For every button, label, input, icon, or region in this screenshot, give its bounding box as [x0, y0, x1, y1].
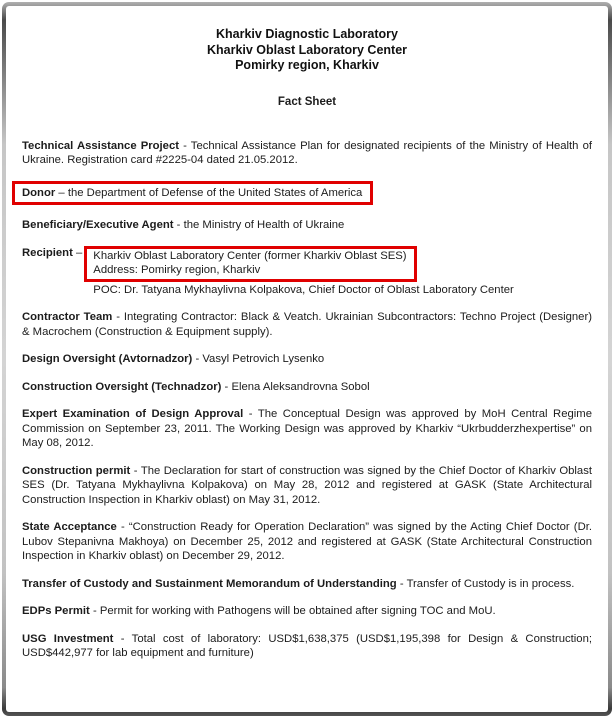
section-recipient	[22, 246, 592, 298]
section-label: Recipient	[22, 246, 73, 259]
section-text: the Ministry of Health of Ukraine	[183, 219, 345, 231]
label-separator: –	[55, 186, 68, 199]
section-transfer-of-custody-and-sustainment-memorandum-o	[22, 577, 592, 592]
section-label: USG Investment	[22, 632, 114, 645]
section-text: The Declaration for start of construction was signed by the Chief Doctor of Kharkiv Oblast SES (Dr. Tatyana Mykhaylivna Kolpakova) on May 28, 2012 and registered at GASK (State Architectural Construction Inspection in Kharkiv oblast) on May 31, 2012.	[22, 464, 592, 506]
label-separator: -	[116, 521, 129, 533]
label-separator: -	[173, 219, 184, 231]
label-separator: -	[192, 353, 203, 365]
section-text: Total cost of laboratory: USD$1,638,375 (USD$1,195,398 for Design & Construction; USD$442,977 for lab equipment and furniture)	[22, 632, 592, 659]
section-label: Contractor Team	[22, 311, 113, 323]
section-text: Transfer of Custody is in process.	[406, 577, 575, 590]
section-construction-permit	[22, 464, 592, 508]
section-body	[22, 140, 592, 167]
section-contractor-team	[22, 310, 592, 339]
recipient-address-line: Address: Pomirky region, Kharkiv	[93, 264, 261, 276]
section-text: Permit for working with Pathogens will be obtained after signing TOC and MoU.	[99, 605, 496, 617]
title-line-3: Pomirky region, Kharkiv	[235, 58, 379, 72]
section-label: Design Oversight (Avtornadzor)	[22, 353, 193, 365]
section-label: Donor	[22, 186, 56, 199]
section-body	[22, 311, 592, 338]
section-body	[22, 521, 592, 562]
document-title	[22, 27, 592, 74]
section-body	[22, 353, 324, 365]
section-construction-oversight-technadzor	[22, 380, 592, 395]
label-separator: -	[179, 139, 191, 152]
label-separator: -	[112, 311, 124, 323]
section-body	[22, 633, 592, 660]
recipient-body	[84, 246, 513, 298]
section-label: Beneficiary/Executive Agent	[22, 219, 174, 231]
section-body	[22, 219, 344, 231]
section-text: Elena Aleksandrovna Sobol	[231, 380, 370, 393]
section-text: “Construction Ready for Operation Declaration” was signed by the Acting Chief Doctor (Dr. Lubov Stepanivna Makhoya) on December 25, 2012 and registered at GASK (State Architectural Construction Inspection in Kharkiv oblast) on December 29, 2012.	[22, 521, 593, 562]
section-label: Construction permit	[22, 464, 131, 477]
section-text: Integrating Contractor: Black & Veatch. Ukrainian Subcontractors: Techno Project (Designer) & Macrochem (Construction & Equipment supply).	[22, 311, 592, 338]
recipient-highlight-box	[84, 246, 416, 282]
section-usg-investment	[22, 632, 592, 661]
section-text: The Conceptual Design was approved by MoH Central Regime Commission on September 23, 2011. The Working Design was approved by Kharkiv “Ukrbudderzhexpertise” on May 08, 2012.	[22, 408, 592, 449]
recipient-name-line: Kharkiv Oblast Laboratory Center (former Kharkiv Oblast SES)	[93, 249, 407, 262]
section-body	[22, 408, 592, 449]
section-label: Expert Examination of Design Approval	[22, 408, 244, 420]
section-state-acceptance	[22, 520, 592, 564]
section-label: Construction Oversight (Technadzor)	[22, 380, 222, 393]
donor-highlight-box	[12, 181, 373, 206]
label-separator: -	[221, 380, 232, 393]
document-subtitle: Fact Sheet	[277, 95, 337, 108]
section-text: Vasyl Petrovich Lysenko	[202, 353, 325, 365]
section-edps-permit	[22, 604, 592, 619]
label-separator: -	[243, 408, 258, 420]
label-separator: -	[113, 632, 132, 645]
section-technical-assistance-project	[22, 139, 592, 168]
section-body	[22, 381, 370, 393]
label-separator: -	[396, 577, 407, 590]
section-design-oversight-avtornadzor	[22, 352, 592, 367]
section-label: Technical Assistance Project	[22, 139, 180, 152]
section-body	[22, 578, 574, 590]
section-label: EDPs Permit	[22, 605, 90, 617]
sections	[22, 139, 592, 661]
section-label: Transfer of Custody and Sustainment Memorandum of Understanding	[22, 577, 397, 590]
title-line-2: Kharkiv Oblast Laboratory Center	[206, 42, 408, 57]
label-separator: -	[130, 464, 141, 477]
section-text: Technical Assistance Plan for designated recipients of the Ministry of Health of Ukraine. Registration card #2225-04 dated 21.05.2012.	[22, 139, 592, 166]
section-label: State Acceptance	[22, 521, 117, 533]
section-expert-examination-of-design-approval	[22, 407, 592, 451]
label-separator: –	[72, 246, 83, 259]
photo-frame	[2, 2, 612, 716]
section-text: the Department of Defense of the United States of America	[67, 186, 363, 199]
section-donor	[22, 181, 592, 206]
section-label-wrap	[22, 246, 82, 261]
section-body	[22, 465, 592, 506]
section-beneficiary-executive-agent	[22, 218, 592, 233]
fact-sheet-page	[6, 6, 608, 712]
title-line-1: Kharkiv Diagnostic Laboratory	[216, 27, 398, 41]
label-separator: -	[89, 605, 100, 617]
section-body	[22, 605, 496, 617]
recipient-poc-line: POC: Dr. Tatyana Mykhaylivna Kolpakova, Chief Doctor of Oblast Laboratory Center	[93, 283, 514, 296]
